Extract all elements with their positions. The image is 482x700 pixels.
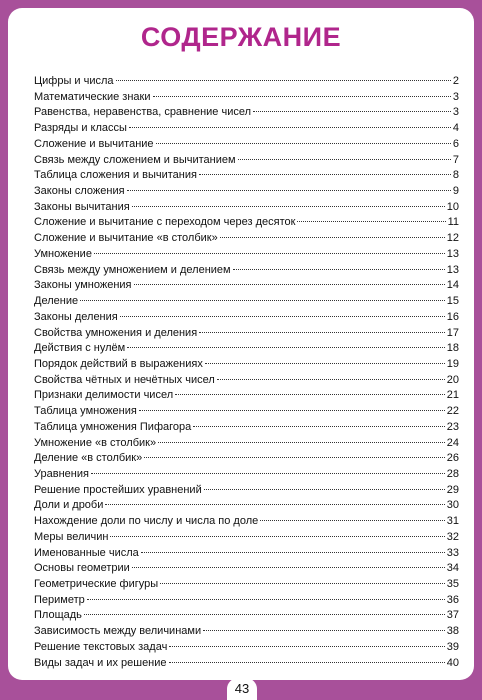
toc-leader-dots — [144, 457, 445, 458]
toc-entry[interactable] — [34, 137, 459, 153]
toc-leader-dots — [199, 174, 451, 175]
toc-entry-page: 4 — [452, 122, 459, 135]
toc-entry[interactable] — [34, 467, 459, 483]
toc-entry[interactable] — [34, 231, 459, 247]
toc-entry-title: Законы деления — [34, 310, 118, 323]
toc-entry-title: Таблица сложения и вычитания — [34, 169, 197, 182]
toc-leader-dots — [120, 316, 445, 317]
toc-entry-page: 17 — [446, 326, 459, 339]
toc-leader-dots — [204, 489, 445, 490]
toc-leader-dots — [199, 332, 445, 333]
toc-entry[interactable] — [34, 153, 459, 169]
toc-entry-title: Законы вычитания — [34, 200, 130, 213]
toc-leader-dots — [169, 662, 445, 663]
toc-entry-title: Таблица умножения Пифагора — [34, 420, 192, 433]
toc-entry-page: 23 — [446, 420, 459, 433]
table-of-contents — [34, 74, 459, 671]
toc-entry-title: Решение текстовых задач — [34, 640, 168, 653]
toc-entry[interactable] — [34, 326, 459, 342]
toc-leader-dots — [238, 159, 451, 160]
toc-entry[interactable] — [34, 373, 459, 389]
toc-entry-page: 9 — [452, 185, 459, 198]
toc-leader-dots — [297, 221, 445, 222]
toc-entry-title: Сложение и вычитание — [34, 137, 154, 150]
toc-leader-dots — [127, 347, 445, 348]
toc-entry-page: 36 — [446, 593, 459, 606]
toc-entry-title: Равенства, неравенства, сравнение чисел — [34, 106, 252, 119]
toc-entry[interactable] — [34, 247, 459, 263]
toc-entry-title: Порядок действий в выражениях — [34, 357, 203, 370]
toc-leader-dots — [205, 363, 445, 364]
toc-entry-page: 28 — [446, 467, 459, 480]
toc-entry-title: Зависимость между величинами — [34, 625, 202, 638]
toc-entry-title: Основы геометрии — [34, 562, 130, 575]
toc-entry[interactable] — [34, 561, 459, 577]
toc-entry[interactable] — [34, 310, 459, 326]
toc-entry[interactable] — [34, 168, 459, 184]
toc-entry-page: 37 — [446, 609, 459, 622]
toc-entry-title: Нахождение доли по числу и числа по доле — [34, 515, 259, 528]
toc-leader-dots — [141, 552, 445, 553]
toc-entry[interactable] — [34, 105, 459, 121]
toc-entry[interactable] — [34, 436, 459, 452]
toc-entry-page: 15 — [446, 295, 459, 308]
toc-entry-page: 6 — [452, 137, 459, 150]
toc-entry-title: Площадь — [34, 609, 82, 622]
toc-entry-title: Именованные числа — [34, 546, 139, 559]
toc-entry-page: 26 — [446, 452, 459, 465]
toc-entry-page: 8 — [452, 169, 459, 182]
toc-entry-title: Действия с нулём — [34, 342, 126, 355]
toc-entry[interactable] — [34, 656, 459, 672]
toc-entry[interactable] — [34, 640, 459, 656]
toc-leader-dots — [160, 583, 445, 584]
toc-entry[interactable] — [34, 498, 459, 514]
toc-entry[interactable] — [34, 200, 459, 216]
toc-entry-page: 10 — [446, 200, 459, 213]
toc-entry-page: 3 — [452, 106, 459, 119]
toc-entry-title: Решение простейших уравнений — [34, 483, 202, 496]
toc-leader-dots — [158, 442, 445, 443]
toc-entry-title: Сложение и вычитание «в столбик» — [34, 232, 218, 245]
toc-entry-page: 14 — [446, 279, 459, 292]
toc-entry-title: Свойства чётных и нечётных чисел — [34, 373, 215, 386]
toc-entry-page: 38 — [446, 625, 459, 638]
toc-entry-page: 22 — [446, 405, 459, 418]
toc-entry[interactable] — [34, 546, 459, 562]
toc-leader-dots — [217, 379, 445, 380]
toc-entry-page: 18 — [446, 342, 459, 355]
toc-entry[interactable] — [34, 608, 459, 624]
toc-entry-title: Геометрические фигуры — [34, 578, 159, 590]
toc-entry-page: 12 — [446, 232, 459, 245]
toc-leader-dots — [94, 253, 445, 254]
toc-leader-dots — [169, 646, 444, 647]
toc-leader-dots — [105, 504, 444, 505]
toc-entry-title: Умножение — [34, 247, 92, 260]
toc-entry[interactable] — [34, 451, 459, 467]
toc-leader-dots — [80, 300, 445, 301]
toc-entry-title: Связь между сложением и вычитанием — [34, 153, 236, 166]
toc-entry[interactable] — [34, 341, 459, 357]
toc-entry-page: 30 — [446, 499, 459, 512]
toc-entry-title: Доли и дроби — [34, 499, 104, 512]
toc-entry[interactable] — [34, 357, 459, 373]
toc-entry[interactable] — [34, 420, 459, 436]
toc-entry[interactable] — [34, 121, 459, 137]
toc-entry-title: Цифры и числа — [34, 75, 114, 87]
toc-leader-dots — [175, 394, 445, 395]
toc-leader-dots — [139, 410, 445, 411]
toc-entry-page: 20 — [446, 373, 459, 386]
toc-entry-title: Сложение и вычитание с переходом через десяток — [34, 216, 296, 229]
toc-entry-title: Уравнения — [34, 467, 89, 480]
toc-leader-dots — [233, 269, 445, 270]
toc-entry[interactable] — [34, 624, 459, 640]
toc-leader-dots — [260, 520, 445, 521]
toc-leader-dots — [153, 96, 451, 97]
toc-entry-page: 35 — [446, 578, 459, 590]
toc-entry-title: Законы сложения — [34, 185, 125, 198]
toc-leader-dots — [132, 206, 445, 207]
toc-entry-page: 34 — [446, 562, 459, 575]
toc-leader-dots — [193, 426, 445, 427]
toc-entry-page: 16 — [446, 310, 459, 323]
toc-leader-dots — [116, 80, 451, 81]
toc-leader-dots — [253, 111, 451, 112]
toc-entry-page: 19 — [446, 357, 459, 370]
toc-entry[interactable] — [34, 483, 459, 499]
toc-entry-page: 29 — [446, 483, 459, 496]
toc-leader-dots — [132, 567, 445, 568]
toc-entry-title: Умножение «в столбик» — [34, 436, 157, 449]
toc-leader-dots — [110, 536, 444, 537]
toc-entry[interactable] — [34, 530, 459, 546]
toc-entry[interactable] — [34, 184, 459, 200]
toc-entry-title: Разряды и классы — [34, 122, 127, 135]
toc-entry-page: 21 — [446, 389, 459, 402]
toc-entry-page: 7 — [452, 153, 459, 166]
toc-entry[interactable] — [34, 215, 459, 231]
toc-leader-dots — [87, 599, 445, 600]
toc-entry-title: Связь между умножением и делением — [34, 263, 231, 276]
toc-entry-title: Деление «в столбик» — [34, 452, 143, 465]
toc-entry-title: Деление — [34, 295, 79, 308]
toc-entry-title: Меры величин — [34, 530, 109, 543]
toc-entry[interactable] — [34, 404, 459, 420]
toc-entry-title: Признаки делимости чисел — [34, 389, 174, 402]
toc-entry-page: 33 — [446, 546, 459, 559]
toc-entry[interactable] — [34, 278, 459, 294]
toc-entry-title: Законы умножения — [34, 279, 132, 292]
toc-entry-page: 32 — [446, 530, 459, 543]
toc-entry-page: 11 — [447, 216, 459, 229]
toc-entry-page: 3 — [452, 90, 459, 103]
toc-entry[interactable] — [34, 388, 459, 404]
toc-leader-dots — [220, 237, 445, 238]
toc-entry-title: Математические знаки — [34, 90, 151, 103]
page-title: СОДЕРЖАНИЕ — [140, 22, 342, 52]
toc-leader-dots — [156, 143, 451, 144]
toc-entry[interactable] — [34, 514, 459, 530]
toc-entry-title: Таблица умножения — [34, 405, 137, 418]
toc-entry-title: Периметр — [34, 593, 85, 606]
toc-entry[interactable] — [34, 263, 459, 279]
toc-entry[interactable] — [34, 593, 459, 609]
toc-leader-dots — [134, 284, 445, 285]
toc-entry[interactable] — [34, 90, 459, 106]
content-sheet — [8, 8, 474, 680]
toc-leader-dots — [91, 473, 445, 474]
toc-entry-page: 31 — [446, 515, 459, 528]
toc-entry-page: 24 — [446, 436, 459, 449]
toc-entry-page: 40 — [446, 656, 459, 669]
toc-entry-title: Свойства умножения и деления — [34, 326, 198, 339]
toc-entry[interactable] — [34, 294, 459, 310]
toc-entry-page: 39 — [446, 640, 459, 653]
toc-entry-page: 13 — [446, 263, 459, 276]
toc-entry-title: Виды задач и их решение — [34, 656, 167, 669]
toc-leader-dots — [84, 614, 445, 615]
toc-entry-page: 13 — [446, 247, 459, 260]
page-number: 43 — [227, 678, 257, 700]
toc-entry[interactable] — [34, 74, 459, 90]
toc-leader-dots — [129, 127, 451, 128]
toc-leader-dots — [127, 190, 451, 191]
toc-entry-page: 2 — [452, 75, 459, 87]
toc-entry[interactable] — [34, 577, 459, 593]
toc-leader-dots — [203, 630, 445, 631]
